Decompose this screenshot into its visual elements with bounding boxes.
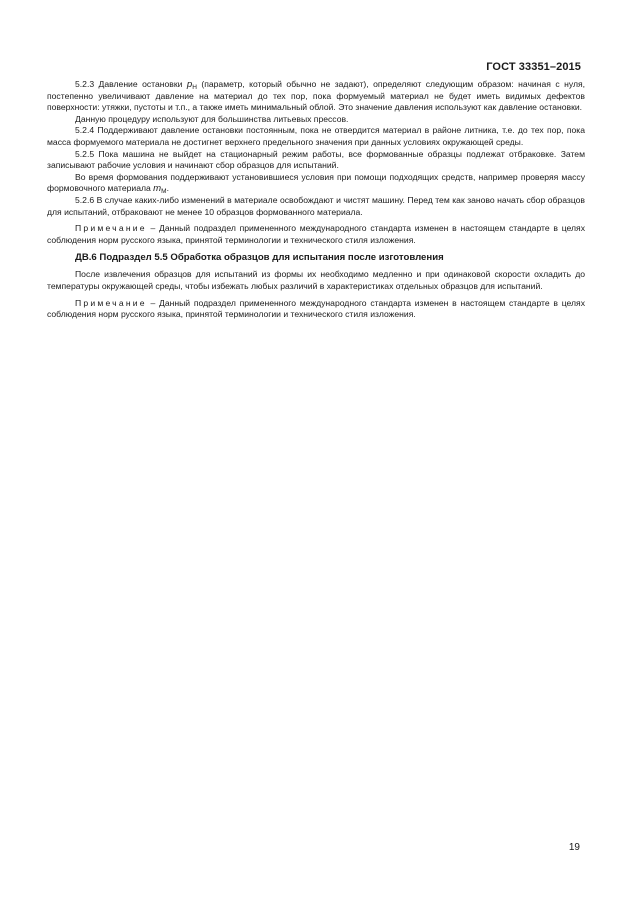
note-label: Примечание bbox=[75, 223, 147, 234]
paragraph-text: (параметр, который обычно не задают), определяют следующим образом: начиная с нуля, постепенно увеличивают давление на материал до тех пор, пока формуемый материал не будет иметь видимых дефектов поверхности: утяжки, пустоты и т.п., а также иметь минимальный облой. Это значение давления используют как давление остановки. bbox=[47, 79, 585, 113]
paragraph-5-2-4: 5.2.4 Поддерживают давление остановки постоянным, пока не отвердится материал в районе литника, т.е. до тех пор, пока масса формуемого материала не достигнет верхнего предельного значения при данных условиях окружающей среды. bbox=[47, 125, 585, 147]
paragraph-text: 5.2.3 Давление остановки bbox=[75, 79, 187, 89]
variable-subscript: Н bbox=[192, 84, 197, 91]
note-1 bbox=[47, 223, 585, 246]
paragraph-db6: После извлечения образцов для испытаний из формы их необходимо медленно и при одинаковой скорости охладить до температуры окружающей среды, чтобы избежать любых различий в характеристиках отдельных образцов для испытаний. bbox=[47, 269, 585, 291]
variable-subscript: М bbox=[161, 188, 167, 196]
standard-code: ГОСТ 33351–2015 bbox=[486, 61, 581, 73]
note-2 bbox=[47, 298, 585, 321]
document-body bbox=[47, 79, 585, 321]
paragraph-5-2-3-procedure: Данную процедуру используют для большинства литьевых прессов. bbox=[75, 113, 349, 124]
variable-p: p bbox=[186, 79, 193, 90]
paragraph-5-2-3 bbox=[47, 79, 585, 114]
section-heading-db6: ДВ.6 Подраздел 5.5 Обработка образцов для испытания после изготовления bbox=[75, 252, 444, 264]
paragraph-text: . bbox=[166, 183, 169, 194]
paragraph-5-2-5-conditions bbox=[47, 172, 585, 195]
note-label: Примечание bbox=[75, 297, 147, 308]
paragraph-5-2-6: 5.2.6 В случае каких-либо изменений в материале освобождают и чистят машину. Перед тем как заново начать сбор образцов для испытаний, отбраковают не менее 10 образцов формованного материала. bbox=[47, 194, 585, 217]
variable-m: m bbox=[153, 183, 162, 195]
note-text: – Данный подраздел примененного международного стандарта изменен в настоящем стандарте в целях соблюдения норм русского языка, принятой терминологии и технического стиля изложения. bbox=[47, 297, 585, 320]
paragraph-text: Во время формования поддерживают установившиеся условия при помощи подходящих средств, например проверяя массу формовочного материала bbox=[47, 171, 585, 194]
page-number: 19 bbox=[568, 842, 580, 853]
note-text: – Данный подраздел примененного международного стандарта изменен в настоящем стандарте в целях соблюдения норм русского языка, принятой терминологии и технического стиля изложения. bbox=[47, 223, 585, 245]
paragraph-5-2-5: 5.2.5 Пока машина не выйдет на стационарный режим работы, все формованные образцы подлежат отбраковке. Затем записывают рабочие условия и начинают сбор образцов для испытаний. bbox=[47, 148, 585, 171]
